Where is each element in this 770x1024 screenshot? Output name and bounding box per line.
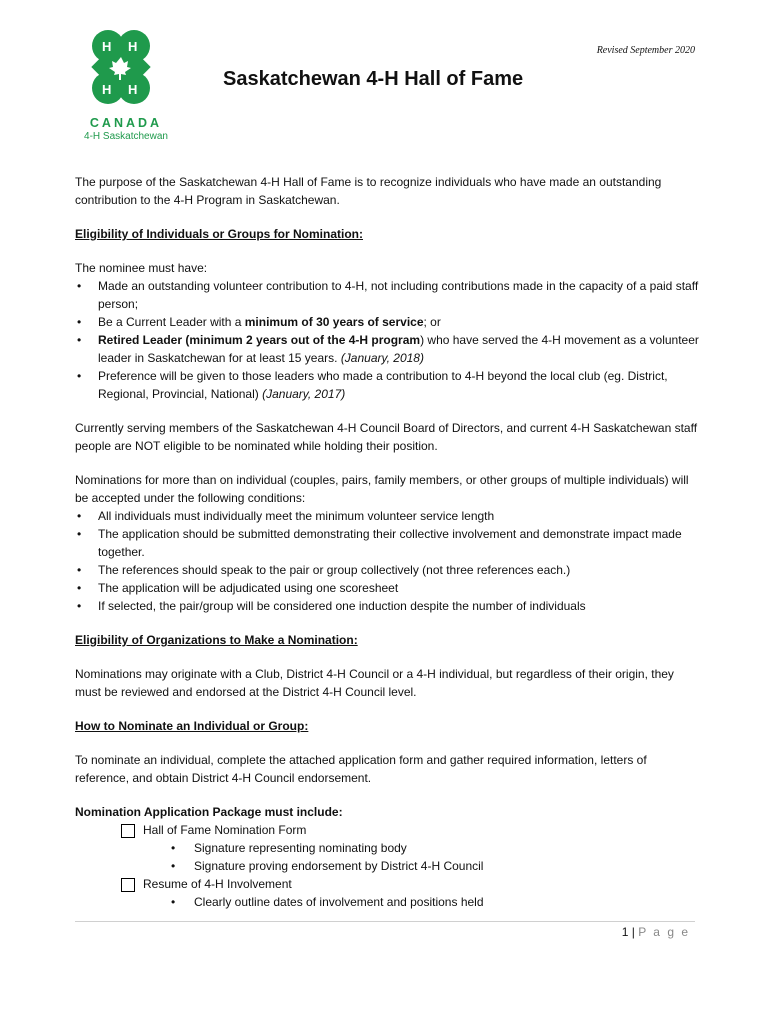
sub-list — [75, 893, 700, 911]
checklist-label: Resume of 4-H Involvement — [143, 877, 292, 891]
criteria-text: ; or — [423, 315, 441, 329]
board-note: Currently serving members of the Saskatchewan 4-H Council Board of Directors, and current 4-H Saskatchewan staff people are NOT eligible to be nominated while holding their position. — [75, 421, 698, 453]
checklist-item — [75, 821, 700, 839]
criteria-bold: minimum of 30 years of service — [244, 315, 424, 329]
svg-text:H: H — [102, 39, 112, 54]
group-conditions-list — [75, 507, 700, 615]
criteria-text: ) who have served the 4-H movement as a volunteer leader in Saskatchewan for at least 15 years. — [98, 333, 699, 365]
checklist-item — [75, 875, 700, 893]
checkbox-icon — [121, 878, 135, 892]
eligibility-individuals-heading: Eligibility of Individuals or Groups for Nomination: — [75, 227, 363, 241]
list-item — [75, 313, 700, 331]
svg-text:H: H — [128, 82, 138, 97]
document-body — [75, 173, 700, 911]
list-item: • Signature proving endorsement by District 4-H Council — [75, 857, 700, 875]
nominee-criteria-list — [75, 277, 700, 403]
list-item: • Clearly outline dates of involvement and positions held — [75, 893, 700, 911]
revised-date: Revised September 2020 — [596, 45, 695, 56]
criteria-text: Made an outstanding volunteer contribution to 4-H, not including contributions made in the capacity of a paid staff person; — [98, 279, 699, 311]
list-item: • The application will be adjudicated using one scoresheet — [75, 579, 700, 597]
list-item — [75, 277, 700, 313]
package-heading: Nomination Application Package must include: — [75, 805, 343, 819]
logo-canada-text: CANADA — [89, 116, 163, 130]
list-item: • Signature representing nominating body — [75, 839, 700, 857]
how-to-heading: How to Nominate an Individual or Group: — [75, 719, 309, 733]
intro-paragraph: The purpose of the Saskatchewan 4-H Hall of Fame is to recognize individuals who have made an outstanding contribution to the 4-H Program in Saskatchewan. — [75, 175, 662, 207]
criteria-text: Preference will be given to those leaders who made a contribution to 4-H beyond the local club (eg. District, Regional, Provincial, National) — [98, 369, 668, 401]
list-item: • All individuals must individually meet the minimum volunteer service length — [75, 507, 700, 525]
eligibility-org-text: Nominations may originate with a Club, District 4-H Council or a 4-H individual, but regardless of their origin, they must be reviewed and endorsed at the District 4-H Council level. — [75, 667, 674, 699]
list-item — [75, 331, 700, 367]
page-title: Saskatchewan 4-H Hall of Fame — [223, 68, 524, 90]
logo-subtext: 4-H Saskatchewan — [84, 131, 168, 142]
list-item: • The references should speak to the pair or group collectively (not three references each.) — [75, 561, 700, 579]
svg-text:H: H — [128, 39, 138, 54]
criteria-bold: Retired Leader (minimum 2 years out of the 4-H program — [98, 333, 421, 347]
criteria-date: (January, 2017) — [262, 387, 346, 401]
nominee-lead: The nominee must have: — [75, 261, 208, 275]
list-item: • If selected, the pair/group will be considered one induction despite the number of individuals — [75, 597, 700, 615]
how-to-text: To nominate an individual, complete the attached application form and gather required information, letters of reference, and obtain District 4-H Council endorsement. — [75, 753, 647, 785]
criteria-date: (January, 2018) — [340, 351, 424, 365]
page-label: P a g e — [638, 925, 690, 939]
sub-list — [75, 839, 700, 875]
checklist-label: Hall of Fame Nomination Form — [143, 823, 307, 837]
page-number: 1 — [621, 925, 629, 939]
criteria-text: Be a Current Leader with a — [98, 315, 245, 329]
footer-divider — [75, 921, 695, 922]
eligibility-org-heading: Eligibility of Organizations to Make a Nomination: — [75, 633, 358, 647]
group-lead: Nominations for more than on individual (couples, pairs, family members, or other groups of multiple individuals) will be accepted under the following conditions: — [75, 473, 689, 505]
checkbox-icon — [121, 824, 135, 838]
page-separator: | — [631, 925, 635, 939]
page-footer — [622, 925, 690, 939]
list-item — [75, 367, 700, 403]
svg-text:H: H — [102, 82, 112, 97]
list-item: • The application should be submitted demonstrating their collective involvement and demonstrate impact made together. — [75, 525, 700, 561]
